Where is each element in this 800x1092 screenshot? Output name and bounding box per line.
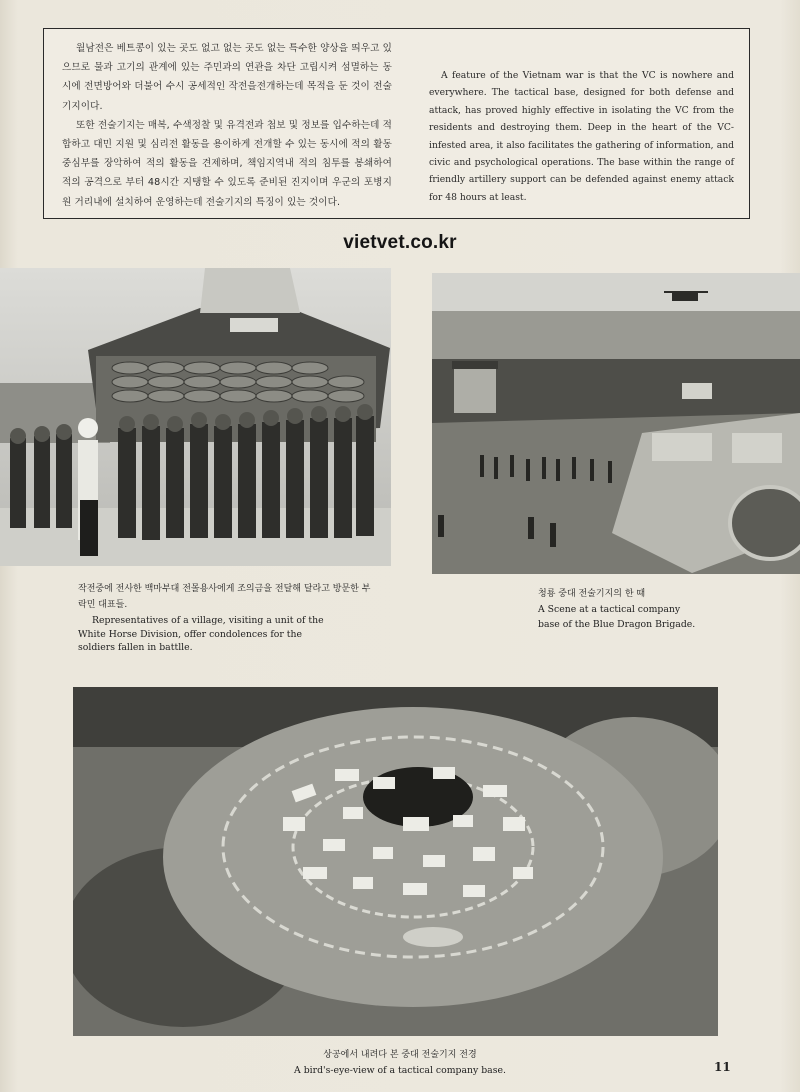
photo-village-representatives (0, 268, 391, 566)
korean-paragraph: 월남전은 베트콩이 있는 곳도 없고 없는 곳도 없는 특수한 양상을 띄우고 있으므로 물과 고기의 관계에 있는 주민과의 연관을 차단 고립시켜 섬멸하는 동시에 전면방어와 더불어 수시 공세적인 작전을전개하는데 목적을 둔 것이 전술기지이다. (62, 43, 392, 112)
intro-text-box (43, 28, 750, 219)
photo-2-caption-korean: 청룡 중대 전술기지의 한 때 (538, 589, 646, 599)
english-paragraph: A feature of the Vietnam war is that the VC is nowhere and everywhere. The tactical base, designed for both defense and attack, has proved highly effective in isolating the VC from the residents and destroying them. Deep in the heart of the VC-infested area, it also facilitates the gathering of information, and civic and psychological operations. The base within the range of friendly artillery support can be defended against enemy attack for 48 hours at least. (429, 70, 734, 203)
photo-1-caption-english: Representatives of a village, visiting a unit of the White Horse Division, offer condolences for the soldiers fallen in battlle. (78, 615, 324, 653)
photo-aerial-base-view (73, 687, 718, 1036)
photo-3-caption-korean: 상공에서 내려다 본 중대 전술기지 전경 (323, 1050, 477, 1060)
photo-blue-dragon-base (432, 273, 800, 574)
photo-3-caption-english: A bird's-eye-view of a tactical company base. (294, 1065, 506, 1076)
korean-paragraph: 또한 전술기지는 매복, 수색정찰 및 유격전과 첩보 및 정보를 입수하는데 적합하고 대민 지원 및 심리전 활동을 용이하게 전개할 수 있는 동시에 적의 활동중심부를 장악하여 적의 활동을 견제하며, 책임지역내 적의 침투를 봉쇄하여 적의 공격으로 부터 48시간 지탱할 수 있도록 준비된 진지이며 우군의 포병지원 거리내에 설치하여 운영하는데 전술기지의 특징이 있는 것이다. (62, 119, 392, 208)
korean-text (62, 39, 392, 212)
photo-1-caption-korean: 작전중에 전사한 백마부대 전몰용사에게 조의금을 전달해 달라고 방문한 부락민 대표들. (78, 584, 371, 610)
english-text (429, 67, 734, 206)
photo-2-caption-english: A Scene at a tactical company base of the Blue Dragon Brigade. (538, 604, 696, 630)
watermark-url: vietvet.co.kr (343, 232, 457, 253)
page-number: 11 (714, 1060, 731, 1074)
